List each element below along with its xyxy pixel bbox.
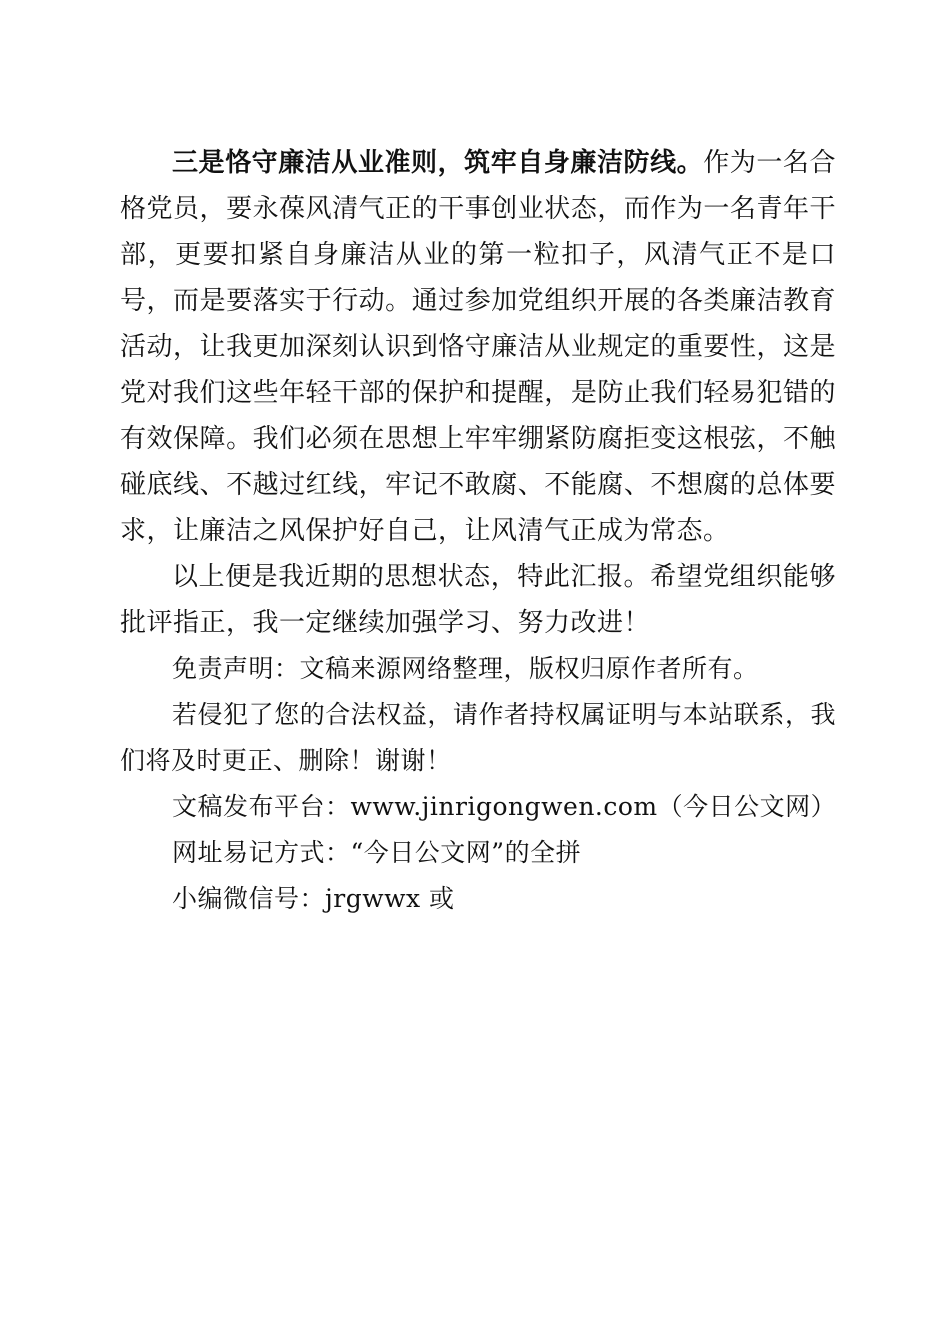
platform-line: 文稿发布平台：www.jinrigongwen.com（今日公文网） (172, 792, 837, 821)
wechat-line: 小编微信号：jrgwwx 或 (172, 884, 455, 913)
disclaimer-line: 免责声明：文稿来源网络整理，版权归原作者所有。 (172, 654, 759, 683)
document-body (120, 140, 836, 922)
paragraph-integrity (120, 140, 836, 554)
url-mnemonic-line: 网址易记方式：“今日公文网”的全拼 (172, 838, 582, 867)
paragraph-closing: 以上便是我近期的思想状态，特此汇报。希望党组织能够批评指正，我一定继续加强学习、努力改进！ (120, 562, 836, 638)
paragraph-body: 作为一名合格党员，要永葆风清气正的干事创业状态，而作为一名青年干部，更要扣紧自身廉洁从业的第一粒扣子，风清气正不是口号，而是要落实于行动。通过参加党组织开展的各类廉洁教育活动，让我更加深刻认识到恪守廉洁从业规定的重要性，这是党对我们这些年轻干部的保护和提醒，是防止我们轻易犯错的有效保障。我们必须在思想上牢牢绷紧防腐拒变这根弦，不触碰底线、不越过红线，牢记不敢腐、不能腐、不想腐的总体要求，让廉洁之风保护好自己，让风清气正成为常态。 (120, 148, 836, 546)
paragraph-heading: 三是恪守廉洁从业准则，筑牢自身廉洁防线。 (172, 148, 704, 178)
infringement-notice: 若侵犯了您的合法权益，请作者持权属证明与本站联系，我们将及时更正、删除！谢谢！ (120, 700, 836, 775)
